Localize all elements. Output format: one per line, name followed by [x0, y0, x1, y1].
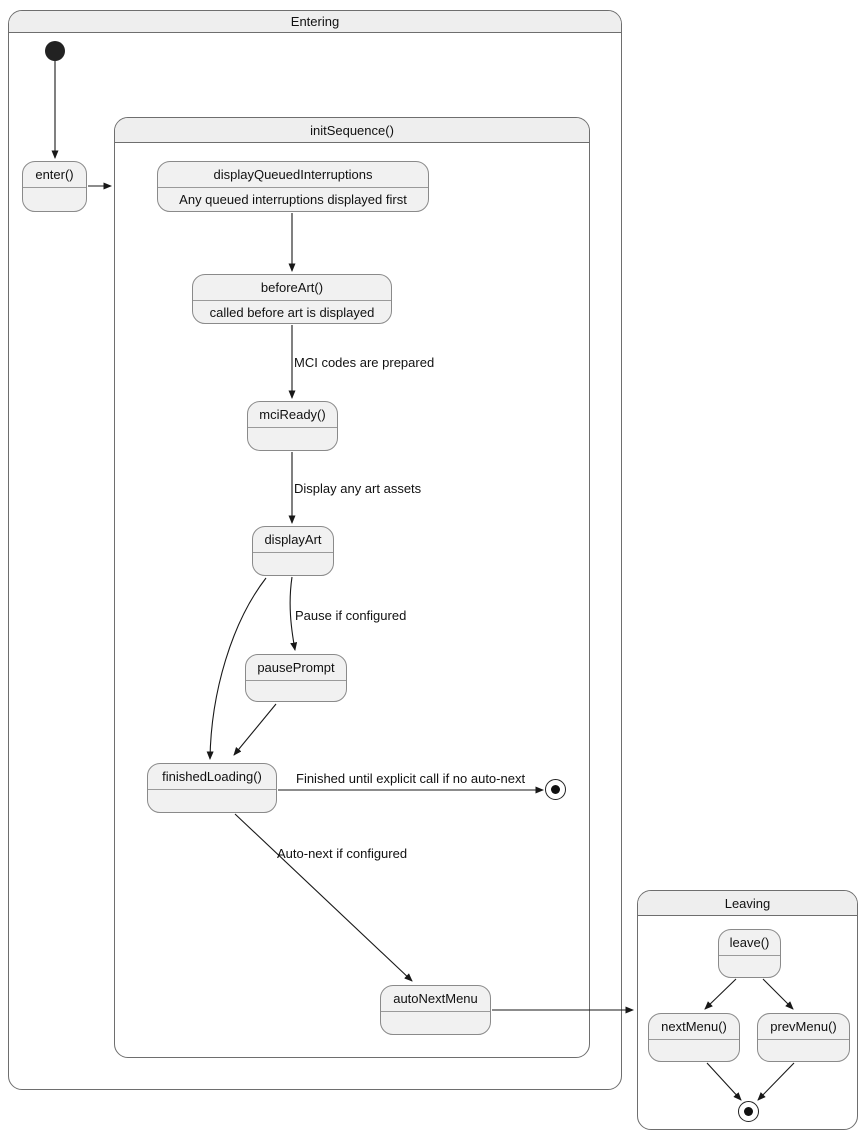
final-state-init-sequence-dot	[551, 785, 560, 794]
state-prev-menu	[757, 1013, 850, 1062]
state-enter-body	[23, 188, 86, 211]
state-leave	[718, 929, 781, 978]
state-before-art	[192, 274, 392, 324]
state-next-menu	[648, 1013, 740, 1062]
state-enter	[22, 161, 87, 212]
container-leaving-header	[638, 891, 857, 916]
container-leaving	[637, 890, 858, 1130]
container-leaving-title: Leaving	[724, 895, 771, 911]
state-auto-next-menu	[380, 985, 491, 1035]
final-state-leaving-dot	[744, 1107, 753, 1116]
container-entering-title: Entering	[290, 14, 340, 29]
container-init-sequence-header	[115, 118, 589, 143]
state-display-queued-interruptions-body: Any queued interruptions displayed first	[179, 192, 407, 207]
state-next-menu-body	[649, 1040, 739, 1061]
state-display-art-body	[253, 553, 333, 575]
state-finished-loading-body	[148, 790, 276, 812]
container-init-sequence	[114, 117, 590, 1058]
edge-label-display-art-assets: Display any art assets	[294, 481, 422, 496]
state-pause-prompt-title: pausePrompt	[246, 655, 346, 681]
edge-label-finished-no-autonext: Finished until explicit call if no auto-next	[296, 771, 526, 786]
container-init-sequence-title: initSequence()	[310, 122, 394, 138]
state-finished-loading	[147, 763, 277, 813]
state-mci-ready-body	[248, 428, 337, 450]
final-state-init-sequence	[545, 779, 566, 800]
state-auto-next-menu-body	[381, 1012, 490, 1034]
state-prev-menu-body	[758, 1040, 849, 1061]
state-pause-prompt	[245, 654, 347, 702]
state-display-art-title: displayArt	[253, 527, 333, 553]
edge-label-pause-if-configured: Pause if configured	[295, 608, 407, 623]
state-next-menu-title: nextMenu()	[649, 1014, 739, 1040]
state-mci-ready-title: mciReady()	[248, 402, 337, 428]
container-entering-header	[9, 11, 621, 33]
initial-state-dot	[45, 41, 65, 61]
edge-label-mci-codes: MCI codes are prepared	[294, 355, 435, 370]
state-before-art-body: called before art is displayed	[209, 304, 375, 320]
state-leave-body	[719, 956, 780, 977]
state-before-art-title: beforeArt()	[193, 275, 391, 301]
state-display-art	[252, 526, 334, 576]
state-prev-menu-title: prevMenu()	[758, 1014, 849, 1040]
state-display-queued-interruptions-title: displayQueuedInterruptions	[158, 162, 428, 188]
state-enter-title: enter()	[23, 162, 86, 188]
state-finished-loading-title: finishedLoading()	[148, 764, 276, 790]
state-display-queued-interruptions	[157, 161, 429, 212]
edge-label-auto-next-if-configured: Auto-next if configured	[277, 846, 408, 861]
state-leave-title: leave()	[719, 930, 780, 956]
state-mci-ready	[247, 401, 338, 451]
state-auto-next-menu-title: autoNextMenu	[381, 986, 490, 1012]
final-state-leaving	[738, 1101, 759, 1122]
state-pause-prompt-body	[246, 681, 346, 701]
